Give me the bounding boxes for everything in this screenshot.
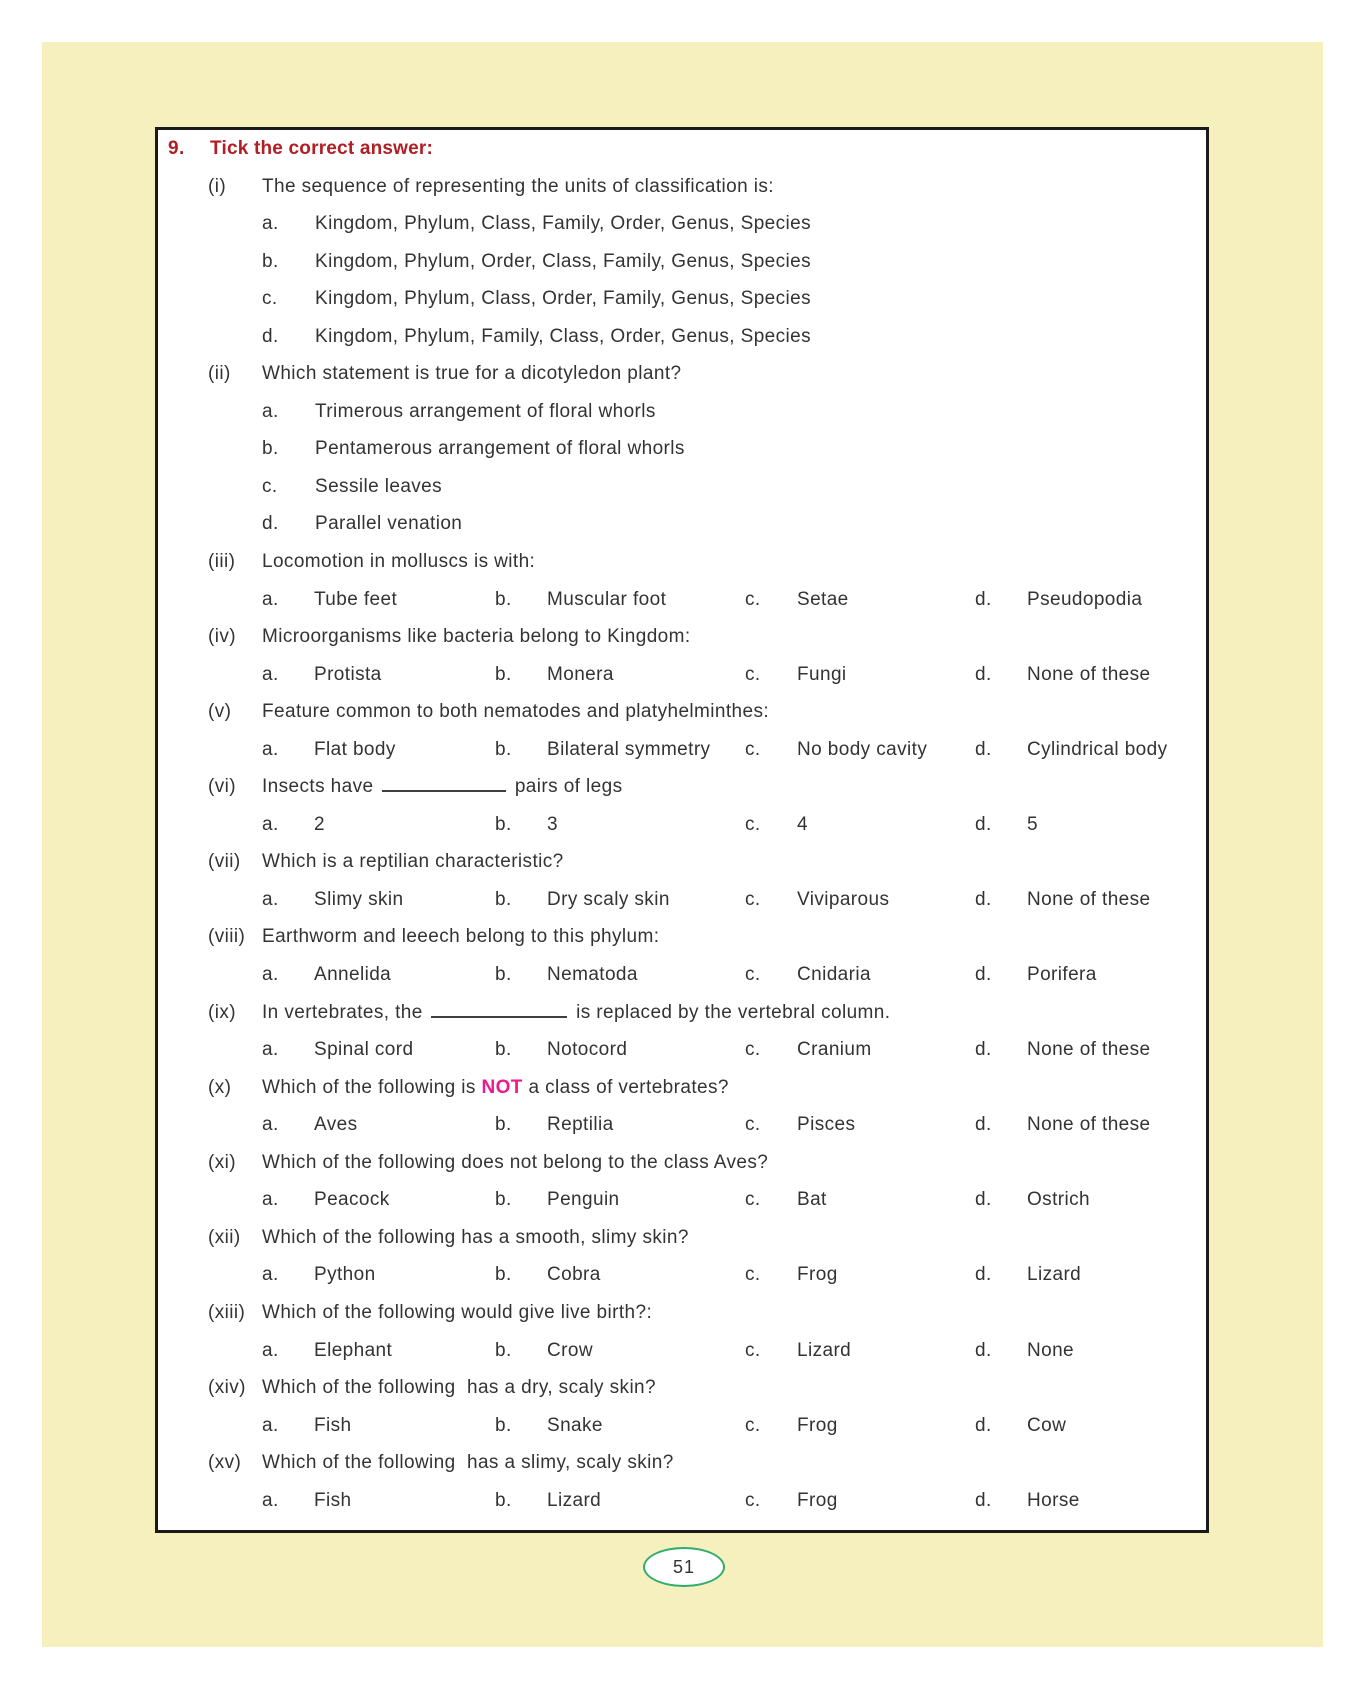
- question-14-row: [158, 1369, 1206, 1407]
- question-10-option-d: [975, 1106, 1151, 1144]
- question-12-option-d: [975, 1256, 1081, 1294]
- option-letter: b.: [262, 250, 279, 272]
- option-letter: d.: [975, 1339, 992, 1361]
- question-4-row: [158, 618, 1206, 656]
- option-letter: b.: [495, 588, 512, 610]
- option-letter: a.: [262, 964, 279, 986]
- question-15-option-c: [745, 1482, 838, 1520]
- option-text: Fungi: [797, 663, 847, 685]
- question-5-option-d: [975, 731, 1168, 769]
- question-13-options-row: [158, 1332, 1206, 1370]
- option-letter: b.: [495, 738, 512, 760]
- option-letter: d.: [262, 513, 279, 535]
- option-text: Nematoda: [547, 964, 638, 986]
- not-emphasis: NOT: [481, 1076, 523, 1098]
- option-text: Parallel venation: [315, 513, 463, 535]
- option-letter: d.: [975, 663, 992, 685]
- option-text: Protista: [314, 663, 382, 685]
- option-letter: b.: [495, 813, 512, 835]
- question-number: (xv): [208, 1452, 242, 1474]
- option-text: Kingdom, Phylum, Order, Class, Family, Genus, Species: [315, 250, 812, 272]
- option-letter: c.: [745, 738, 761, 760]
- question-7-options-row: [158, 881, 1206, 919]
- option-letter: a.: [262, 738, 279, 760]
- option-text: Elephant: [314, 1339, 393, 1361]
- question-text-segment: The sequence of representing the units of classification is:: [262, 175, 774, 197]
- page-number-badge: [643, 1547, 725, 1587]
- option-text: Viviparous: [797, 888, 890, 910]
- option-text: Horse: [1027, 1489, 1080, 1511]
- question-13-row: [158, 1294, 1206, 1332]
- option-letter: a.: [262, 813, 279, 835]
- question-3-option-c: [745, 581, 849, 619]
- question-10-row: [158, 1069, 1206, 1107]
- question-6-options-row: [158, 806, 1206, 844]
- option-text: Cylindrical body: [1027, 738, 1168, 760]
- question-text: [262, 994, 890, 1032]
- question-text-segment: Locomotion in molluscs is with:: [262, 551, 536, 573]
- question-text-segment: a class of vertebrates?: [522, 1076, 729, 1098]
- option-letter: a.: [262, 1114, 279, 1136]
- question-number: (v): [208, 701, 232, 723]
- question-11-option-c: [745, 1181, 827, 1219]
- question-14-option-b: [495, 1407, 603, 1445]
- option-text: Lizard: [1027, 1264, 1082, 1286]
- option-letter: a.: [262, 1414, 279, 1436]
- question-10-options-row: [158, 1106, 1206, 1144]
- option-text: Fish: [314, 1489, 352, 1511]
- question-text-segment: Microorganisms like bacteria belong to Kingdom:: [262, 626, 691, 648]
- question-text: [262, 693, 769, 731]
- question-11-option-d: [975, 1181, 1090, 1219]
- option-text: Bilateral symmetry: [547, 738, 711, 760]
- question-text-segment: Which of the following does not belong to the class Aves?: [262, 1151, 769, 1173]
- question-3-option-b: [495, 581, 666, 619]
- option-letter: c.: [745, 1489, 761, 1511]
- question-10-option-c: [745, 1106, 855, 1144]
- question-7-option-a: [262, 881, 404, 919]
- option-letter: b.: [495, 1264, 512, 1286]
- question-11-option-b: [495, 1181, 620, 1219]
- question-text: [262, 168, 774, 206]
- option-text: Muscular foot: [547, 588, 667, 610]
- option-text: Python: [314, 1264, 376, 1286]
- question-3-options-row: [158, 581, 1206, 619]
- question-14-option-c: [745, 1407, 838, 1445]
- option-text: No body cavity: [797, 738, 928, 760]
- question-8-options-row: [158, 956, 1206, 994]
- question-10-option-b: [495, 1106, 614, 1144]
- option-letter: d.: [975, 1414, 992, 1436]
- option-letter: d.: [975, 738, 992, 760]
- question-text-segment: Which of the following would give live birth?:: [262, 1301, 653, 1323]
- question-text: [262, 843, 564, 881]
- option-text: None of these: [1027, 1114, 1151, 1136]
- question-text: [262, 768, 622, 806]
- option-letter: b.: [495, 1489, 512, 1511]
- option-text: Slimy skin: [314, 888, 404, 910]
- option-letter: d.: [975, 1489, 992, 1511]
- question-15-option-a: [262, 1482, 352, 1520]
- option-text: Frog: [797, 1489, 838, 1511]
- option-letter: d.: [975, 964, 992, 986]
- question-2-option-d-row: [158, 505, 1206, 543]
- question-3-row: [158, 543, 1206, 581]
- question-5-option-a: [262, 731, 396, 769]
- option-text: Crow: [547, 1339, 593, 1361]
- question-3-option-a: [262, 581, 397, 619]
- question-2-option-a-row: [158, 393, 1206, 431]
- option-text: Notocord: [547, 1039, 628, 1061]
- question-13-option-d: [975, 1332, 1074, 1370]
- question-8-option-c: [745, 956, 871, 994]
- question-15-options-row: [158, 1482, 1206, 1520]
- option-text: 2: [314, 813, 325, 835]
- option-text: Porifera: [1027, 964, 1097, 986]
- question-6-option-c: [745, 806, 808, 844]
- option-text: Cranium: [797, 1039, 872, 1061]
- option-letter: c.: [745, 663, 761, 685]
- question-7-option-c: [745, 881, 889, 919]
- fill-in-blank: [382, 778, 506, 792]
- option-text: None of these: [1027, 663, 1151, 685]
- question-text-segment: In vertebrates, the: [262, 1001, 429, 1023]
- option-text: Dry scaly skin: [547, 888, 670, 910]
- question-text-segment: Earthworm and leeech belong to this phylum:: [262, 926, 660, 948]
- option-letter: c.: [745, 1039, 761, 1061]
- question-1-row: [158, 168, 1206, 206]
- question-text: [262, 918, 659, 956]
- option-text: Kingdom, Phylum, Class, Order, Family, Genus, Species: [315, 288, 812, 310]
- question-7-option-d: [975, 881, 1151, 919]
- question-5-options-row: [158, 731, 1206, 769]
- option-text: None of these: [1027, 888, 1151, 910]
- option-letter: d.: [975, 1039, 992, 1061]
- question-11-option-a: [262, 1181, 390, 1219]
- question-2-option-b-row: [158, 430, 1206, 468]
- option-text: Kingdom, Phylum, Family, Class, Order, Genus, Species: [315, 325, 812, 347]
- question-text: [262, 1369, 656, 1407]
- question-4-option-c: [745, 656, 847, 694]
- question-14-options-row: [158, 1407, 1206, 1445]
- option-letter: b.: [495, 1039, 512, 1061]
- question-text-segment: Which of the following has a dry, scaly skin?: [262, 1377, 656, 1399]
- question-6-option-d: [975, 806, 1038, 844]
- question-15-option-d: [975, 1482, 1080, 1520]
- option-text: Pseudopodia: [1027, 588, 1143, 610]
- option-text: Sessile leaves: [315, 475, 443, 497]
- question-4-option-a: [262, 656, 382, 694]
- option-letter: b.: [495, 663, 512, 685]
- option-letter: c.: [745, 588, 761, 610]
- question-6-row: [158, 768, 1206, 806]
- option-letter: b.: [495, 1189, 512, 1211]
- option-text: Frog: [797, 1264, 838, 1286]
- section-heading: Tick the correct answer:: [210, 138, 434, 159]
- question-9-options-row: [158, 1031, 1206, 1069]
- option-letter: c.: [745, 1189, 761, 1211]
- question-number: (x): [208, 1076, 232, 1098]
- question-14-option-d: [975, 1407, 1066, 1445]
- option-text: Fish: [314, 1414, 352, 1436]
- option-letter: b.: [495, 888, 512, 910]
- question-number: (i): [208, 175, 227, 197]
- option-letter: d.: [975, 1114, 992, 1136]
- option-text: Bat: [797, 1189, 827, 1211]
- option-letter: b.: [262, 438, 279, 460]
- question-13-option-b: [495, 1332, 593, 1370]
- question-9-option-b: [495, 1031, 627, 1069]
- section-number: 9.: [168, 138, 185, 159]
- question-number: (viii): [208, 926, 246, 948]
- question-text-segment: Which of the following has a smooth, slimy skin?: [262, 1226, 689, 1248]
- question-3-option-d: [975, 581, 1142, 619]
- question-number: (vii): [208, 851, 241, 873]
- option-letter: d.: [975, 813, 992, 835]
- question-12-option-a: [262, 1256, 376, 1294]
- question-12-row: [158, 1219, 1206, 1257]
- option-text: None of these: [1027, 1039, 1151, 1061]
- option-text: Cow: [1027, 1414, 1067, 1436]
- option-text: Pentamerous arrangement of floral whorls: [315, 438, 685, 460]
- question-5-option-c: [745, 731, 927, 769]
- question-6-option-b: [495, 806, 558, 844]
- question-number: (xi): [208, 1151, 236, 1173]
- question-number: (ix): [208, 1001, 236, 1023]
- question-number: (xii): [208, 1226, 241, 1248]
- question-text-segment: Which of the following has a slimy, scaly skin?: [262, 1452, 674, 1474]
- option-letter: a.: [262, 888, 279, 910]
- question-text: [262, 543, 535, 581]
- question-9-row: [158, 994, 1206, 1032]
- question-1-option-c-row: [158, 280, 1206, 318]
- option-text: Cnidaria: [797, 964, 871, 986]
- option-letter: a.: [262, 213, 279, 235]
- option-text: Reptilia: [547, 1114, 614, 1136]
- question-number: (xiii): [208, 1301, 246, 1323]
- option-letter: c.: [745, 1114, 761, 1136]
- question-7-row: [158, 843, 1206, 881]
- option-text: Ostrich: [1027, 1189, 1090, 1211]
- option-letter: d.: [975, 888, 992, 910]
- question-11-options-row: [158, 1181, 1206, 1219]
- question-12-option-b: [495, 1256, 601, 1294]
- question-text: [262, 355, 681, 393]
- option-letter: c.: [262, 288, 278, 310]
- question-text: [262, 1144, 768, 1182]
- question-8-option-a: [262, 956, 391, 994]
- question-13-option-a: [262, 1332, 392, 1370]
- question-number: (xiv): [208, 1377, 246, 1399]
- question-11-row: [158, 1144, 1206, 1182]
- question-2-row: [158, 355, 1206, 393]
- option-text: Penguin: [547, 1189, 620, 1211]
- question-12-option-c: [745, 1256, 838, 1294]
- option-text: Lizard: [547, 1489, 602, 1511]
- question-8-option-d: [975, 956, 1097, 994]
- option-letter: d.: [262, 325, 279, 347]
- option-letter: c.: [745, 1414, 761, 1436]
- question-text-segment: Which of the following is: [262, 1076, 482, 1098]
- question-5-row: [158, 693, 1206, 731]
- question-10-option-a: [262, 1106, 358, 1144]
- option-text: Tube feet: [314, 588, 398, 610]
- question-4-option-b: [495, 656, 614, 694]
- question-text-segment: is replaced by the vertebral column.: [570, 1001, 891, 1023]
- option-letter: d.: [975, 1189, 992, 1211]
- option-letter: b.: [495, 1339, 512, 1361]
- question-9-option-d: [975, 1031, 1151, 1069]
- option-text: Spinal cord: [314, 1039, 414, 1061]
- question-14-option-a: [262, 1407, 352, 1445]
- option-letter: c.: [745, 1339, 761, 1361]
- question-text-segment: Feature common to both nematodes and platyhelminthes:: [262, 701, 770, 723]
- question-text-segment: Insects have: [262, 776, 380, 798]
- question-8-option-b: [495, 956, 638, 994]
- option-letter: c.: [745, 964, 761, 986]
- question-text: [262, 1294, 652, 1332]
- question-8-row: [158, 918, 1206, 956]
- option-letter: a.: [262, 1264, 279, 1286]
- question-15-row: [158, 1444, 1206, 1482]
- option-letter: a.: [262, 663, 279, 685]
- question-number: (ii): [208, 363, 231, 385]
- question-2-option-c-row: [158, 468, 1206, 506]
- question-number: (iii): [208, 551, 236, 573]
- option-text: Pisces: [797, 1114, 856, 1136]
- question-1-option-b-row: [158, 243, 1206, 281]
- page-number: 51: [672, 1556, 696, 1577]
- option-letter: a.: [262, 1339, 279, 1361]
- questions-list: [158, 168, 1206, 1520]
- question-1-option-d-row: [158, 318, 1206, 356]
- option-letter: a.: [262, 1189, 279, 1211]
- fill-in-blank: [431, 1004, 567, 1018]
- question-15-option-b: [495, 1482, 601, 1520]
- option-letter: c.: [745, 813, 761, 835]
- option-text: Setae: [797, 588, 849, 610]
- option-text: Trimerous arrangement of floral whorls: [315, 400, 656, 422]
- question-number: (vi): [208, 776, 236, 798]
- question-1-option-a-row: [158, 205, 1206, 243]
- question-text: [262, 1069, 729, 1107]
- option-letter: c.: [745, 1264, 761, 1286]
- option-text: Aves: [314, 1114, 358, 1136]
- option-letter: d.: [975, 1264, 992, 1286]
- option-text: Kingdom, Phylum, Class, Family, Order, Genus, Species: [315, 213, 812, 235]
- option-text: 4: [797, 813, 808, 835]
- question-number: (iv): [208, 626, 236, 648]
- question-text: [262, 1219, 689, 1257]
- section-heading-row: [158, 130, 1206, 168]
- question-12-options-row: [158, 1256, 1206, 1294]
- question-4-options-row: [158, 656, 1206, 694]
- option-letter: c.: [262, 475, 278, 497]
- question-9-option-a: [262, 1031, 413, 1069]
- option-letter: d.: [975, 588, 992, 610]
- option-letter: b.: [495, 1114, 512, 1136]
- option-letter: b.: [495, 964, 512, 986]
- option-text: 3: [547, 813, 558, 835]
- option-letter: a.: [262, 1489, 279, 1511]
- question-13-option-c: [745, 1332, 851, 1370]
- option-text: None: [1027, 1339, 1075, 1361]
- option-letter: a.: [262, 588, 279, 610]
- option-letter: a.: [262, 400, 279, 422]
- option-text: Cobra: [547, 1264, 601, 1286]
- question-text-segment: pairs of legs: [509, 776, 623, 798]
- option-letter: b.: [495, 1414, 512, 1436]
- question-5-option-b: [495, 731, 710, 769]
- question-text-segment: Which is a reptilian characteristic?: [262, 851, 564, 873]
- question-text: [262, 618, 691, 656]
- option-text: Lizard: [797, 1339, 852, 1361]
- option-letter: a.: [262, 1039, 279, 1061]
- option-letter: c.: [745, 888, 761, 910]
- question-text-segment: Which statement is true for a dicotyledon plant?: [262, 363, 682, 385]
- question-box: [155, 127, 1209, 1533]
- option-text: Annelida: [314, 964, 392, 986]
- question-6-option-a: [262, 806, 325, 844]
- option-text: Flat body: [314, 738, 396, 760]
- option-text: Peacock: [314, 1189, 390, 1211]
- question-9-option-c: [745, 1031, 872, 1069]
- question-4-option-d: [975, 656, 1151, 694]
- option-text: 5: [1027, 813, 1038, 835]
- question-text: [262, 1444, 674, 1482]
- option-text: Monera: [547, 663, 614, 685]
- option-text: Frog: [797, 1414, 838, 1436]
- option-text: Snake: [547, 1414, 603, 1436]
- question-7-option-b: [495, 881, 670, 919]
